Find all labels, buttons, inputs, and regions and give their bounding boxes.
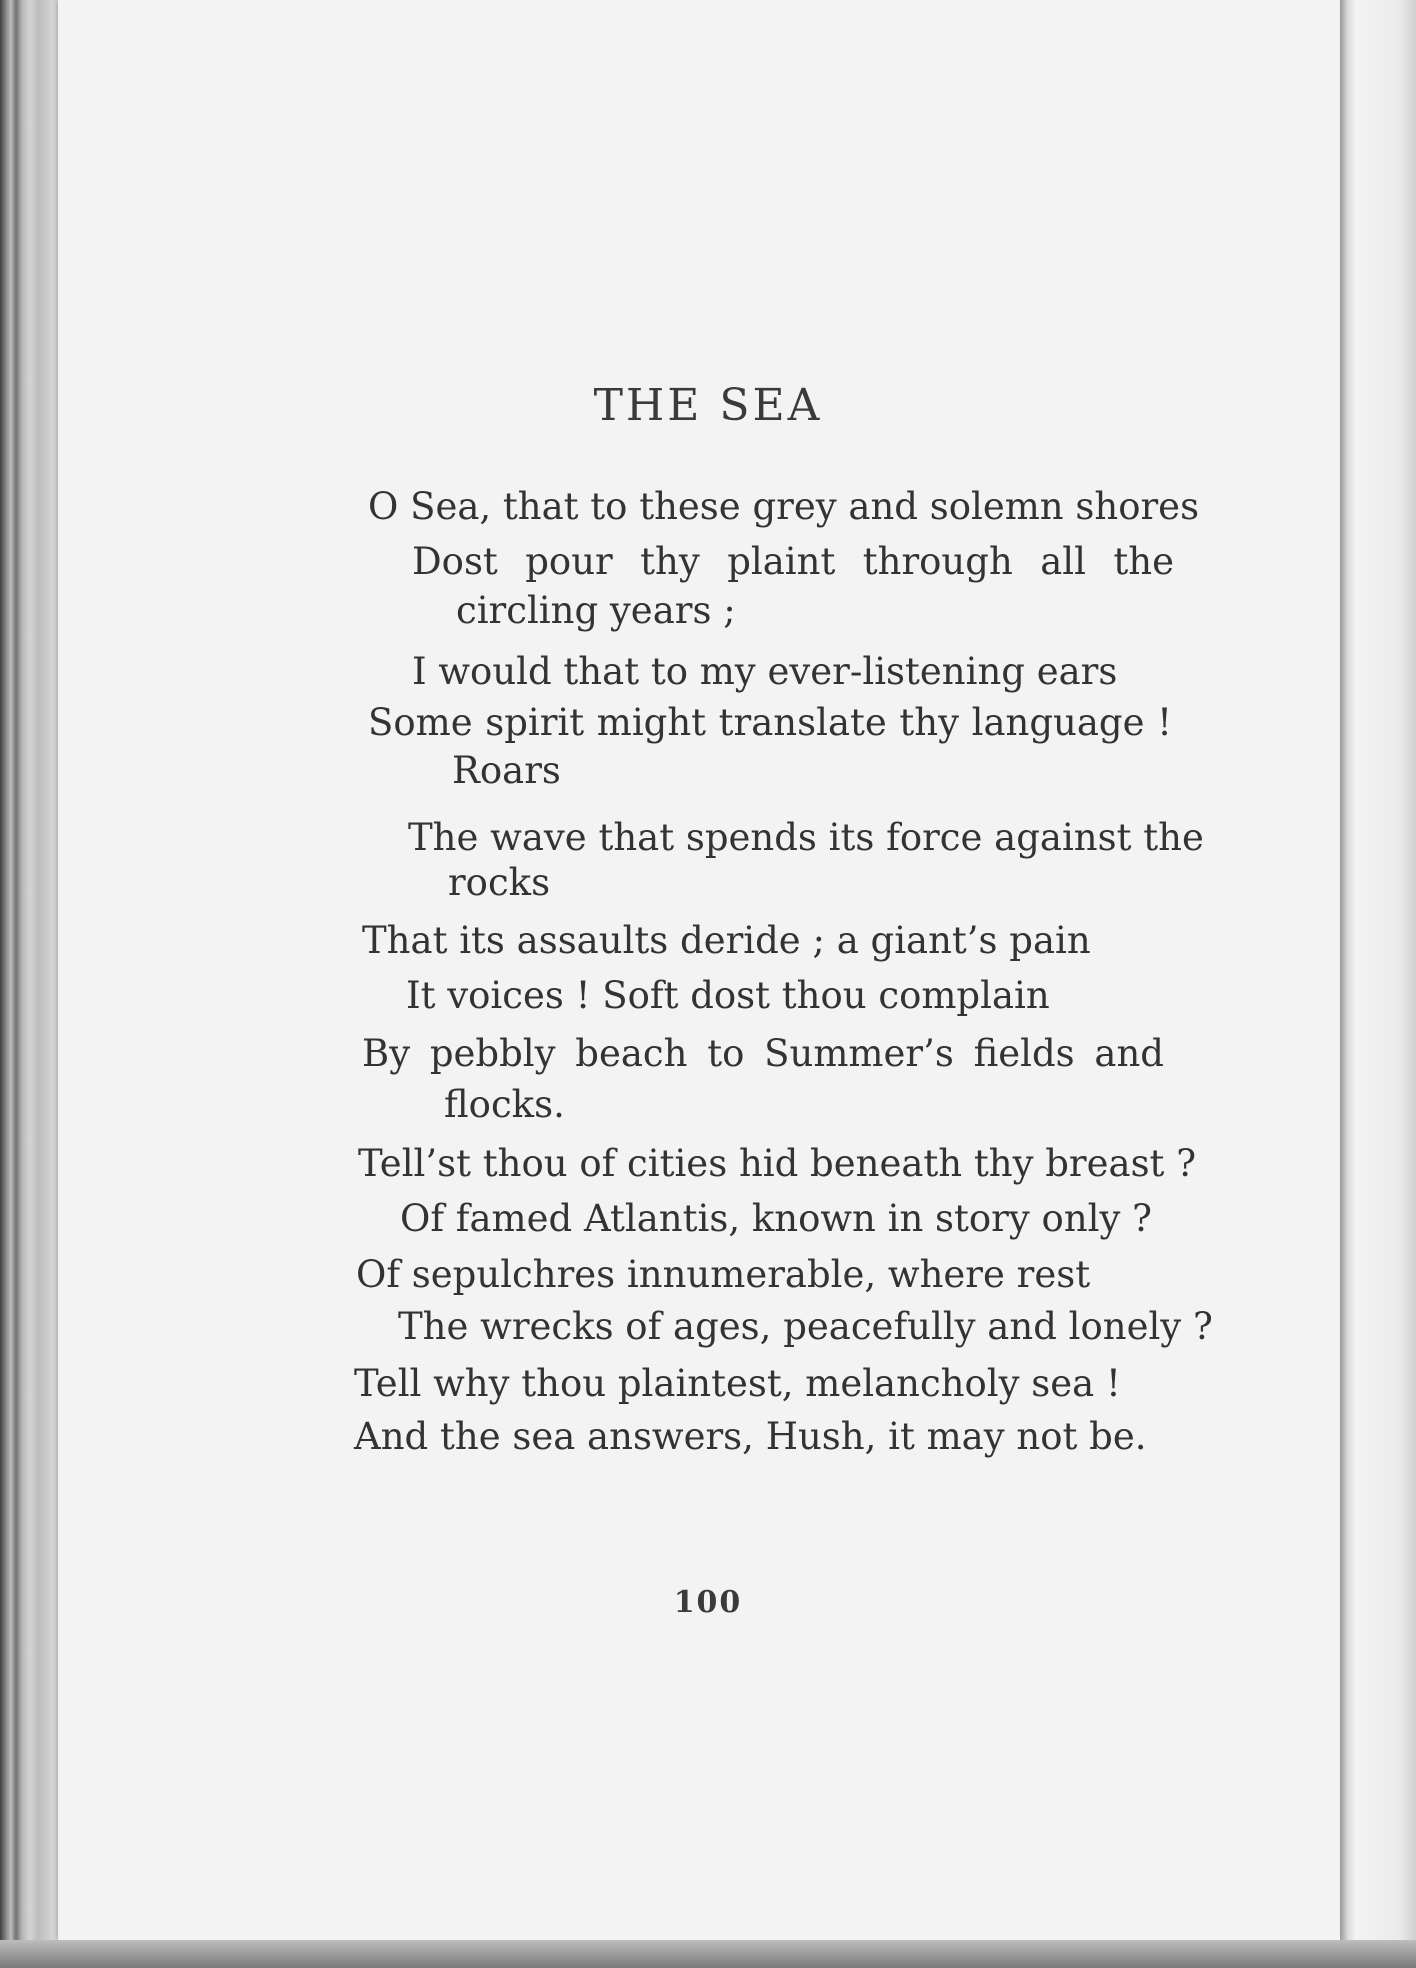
page-number: 100 bbox=[673, 1585, 743, 1620]
poem-line: That its assaults deride ; a giant’s pain bbox=[362, 919, 1091, 962]
poem-line: The wrecks of ages, peacefully and lonely ? bbox=[398, 1305, 1213, 1348]
poem-title: THE SEA bbox=[593, 380, 823, 431]
poem-line: Some spirit might translate thy language ! bbox=[368, 701, 1172, 744]
poem-line: The wave that spends its force against the bbox=[408, 816, 1204, 859]
poem-line: circling years ; bbox=[456, 589, 736, 632]
poem-line: O Sea, that to these grey and solemn shores bbox=[368, 485, 1200, 528]
poem-line: Tell’st thou of cities hid beneath thy breast ? bbox=[358, 1142, 1197, 1185]
poem-line: flocks. bbox=[444, 1083, 565, 1126]
poem-line: And the sea answers, Hush, it may not be. bbox=[354, 1415, 1147, 1458]
poem-line: It voices ! Soft dost thou complain bbox=[406, 974, 1050, 1017]
poem-line: Of sepulchres innumerable, where rest bbox=[356, 1253, 1091, 1296]
poem-line: Of famed Atlantis, known in story only ? bbox=[400, 1197, 1152, 1240]
poem-line: Tell why thou plaintest, melancholy sea ! bbox=[354, 1362, 1121, 1405]
poem-line: Roars bbox=[452, 749, 561, 792]
poem-line: rocks bbox=[448, 861, 551, 904]
poem-line: By pebbly beach to Summer’s fields and bbox=[362, 1032, 1164, 1075]
poem-line: Dost pour thy plaint through all the bbox=[412, 540, 1174, 583]
poem-line: I would that to my ever-listening ears bbox=[412, 650, 1118, 693]
